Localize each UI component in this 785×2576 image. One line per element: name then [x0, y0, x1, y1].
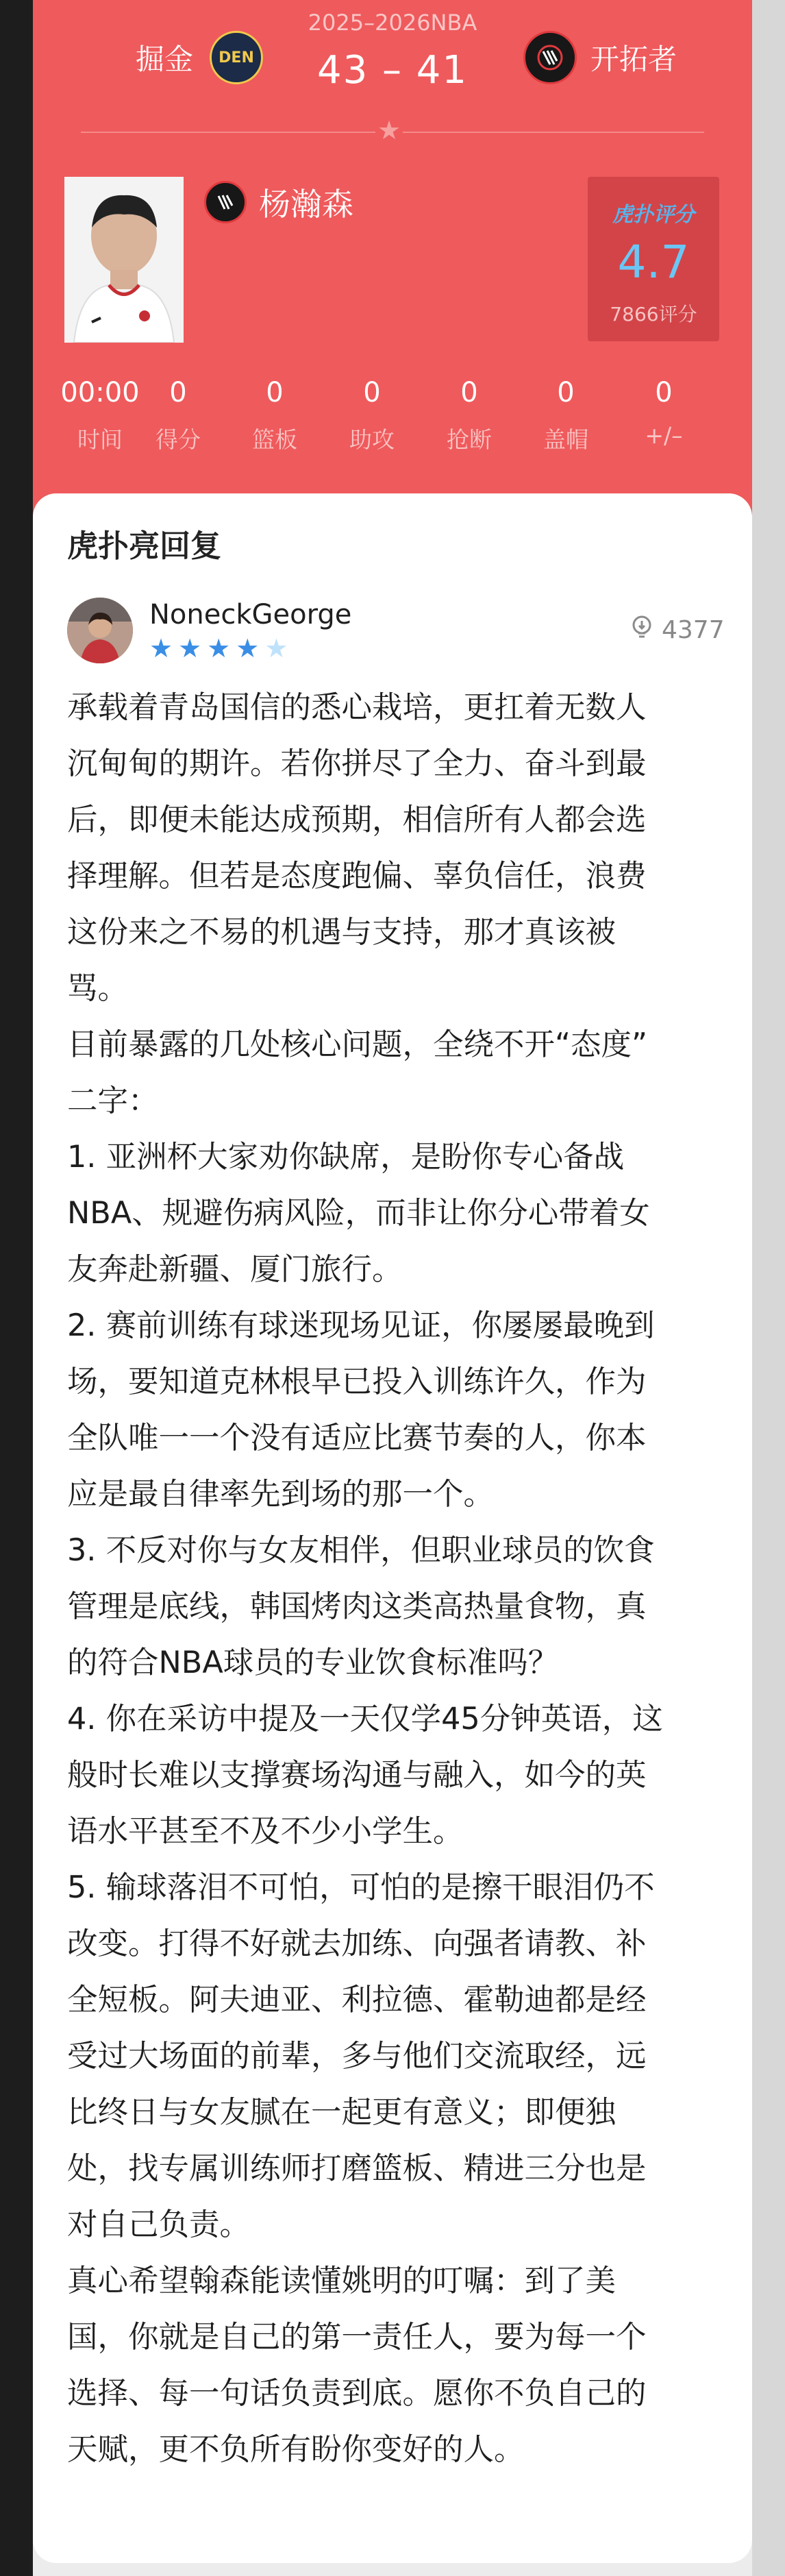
rating-value: 4.7 — [617, 236, 690, 289]
stat-label: 盖帽 — [543, 426, 588, 453]
stat-label: 篮板 — [252, 426, 297, 453]
stat-label: 得分 — [155, 426, 201, 453]
stat-value: 0 — [266, 377, 284, 408]
star-icon: ★ — [375, 116, 403, 144]
game-score: 43 – 41 — [316, 48, 469, 93]
filled-star-icon: ★ — [178, 633, 202, 663]
stat-label: 助攻 — [349, 426, 395, 453]
stat-points — [130, 377, 226, 454]
nuggets-logo-icon: DEN — [210, 31, 263, 84]
left-backdrop — [0, 0, 33, 2576]
filled-star-icon: ★ — [207, 633, 231, 663]
empty-star-icon: ★ — [264, 633, 288, 663]
home-team-name: 掘金 — [136, 42, 194, 76]
user-star-rating — [149, 635, 288, 662]
away-team-name: 开拓者 — [590, 42, 677, 76]
stat-value: 00:00 — [60, 377, 140, 408]
lightbulb-icon[interactable] — [629, 614, 655, 646]
highlight-reply-card — [33, 493, 752, 2563]
stat-value: 0 — [169, 377, 187, 408]
player-photo[interactable] — [64, 177, 184, 343]
stat-label: 抢断 — [447, 426, 492, 453]
stat-blocks — [518, 377, 614, 454]
light-counter[interactable] — [629, 614, 725, 646]
stat-steals — [421, 377, 517, 454]
rating-brand: 虎扑评分 — [612, 203, 695, 227]
stat-label: 时间 — [77, 426, 123, 453]
stat-rebounds — [227, 377, 323, 454]
filled-star-icon: ★ — [236, 633, 260, 663]
rating-count: 7866评分 — [610, 303, 697, 326]
away-team[interactable] — [523, 31, 677, 84]
filled-star-icon: ★ — [149, 633, 173, 663]
stat-label: +/– — [645, 422, 683, 449]
player-rating-card[interactable] — [588, 177, 719, 341]
stat-plus-minus — [616, 377, 712, 449]
player-heading — [204, 180, 353, 225]
stat-value: 0 — [460, 377, 478, 408]
stat-assists — [324, 377, 420, 454]
reply-section-title: 虎扑亮回复 — [67, 528, 222, 564]
comment-username[interactable]: NoneckGeorge — [149, 599, 352, 630]
team-badge-icon — [204, 181, 247, 223]
blazers-logo-icon — [523, 31, 577, 84]
stat-value: 0 — [557, 377, 575, 408]
stat-value: 0 — [363, 377, 381, 408]
player-stats — [33, 377, 752, 466]
light-count: 4377 — [662, 616, 725, 644]
stat-value: 0 — [655, 377, 673, 408]
player-name: 杨瀚森 — [259, 186, 353, 223]
comment-body: 承载着青岛国信的悉心栽培，更扛着无数人 沉甸甸的期许。若你拼尽了全力、奋斗到最 后，即便未能达成预期，相信所有人都会选 择理解。但若是态度跑偏、辜负信任，浪费 这份来之不易的机遇与支持，那才真该被 骂。 目前暴露的几处核心问题，全绕不开“态度” 二字： 1. 亚洲杯大家劝你缺席，是盼你专心备战 NBA、规避伤病风险，而非让你分心带着女 友奔赴新疆、厦门旅行。 2. 赛前训练有球迷现场见证，你屡屡最晚到 场，要知道克林根早已投入训练许久，作为 全队唯一一个没有适应比赛节奏的人，你本 应是最自律率先到场的那一个。 3. 不反对你与女友相伴，但职业球员的饮食 管理是底线，韩国烤肉这类高热量食物，真 的符合NBA球员的专业饮食标准吗？ 4. 你在采访中提及一天仅学45分钟英语，这 般时长难以支撑赛场沟通与融入，如今的英 语水平甚至不及不少小学生。 5. 输球落泪不可怕，可怕的是擦干眼泪仍不 改变。打得不好就去加练、向强者请教、补 全短板。阿夫迪亚、利拉德、霍勒迪都是经 受过大场面的前辈，多与他们交流取经，远 比终日与女友腻在一起更有意义；即便独 处，找专属训练师打磨篮板、精进三分也是 对自己负责。 真心希望翰森能读懂姚明的叮嘱：到了美 国，你就是自己的第一责任人，要为每一个 选择、每一句话负责到底。愿你不负自己的 天赋，更不负所有盼你变好的人。 — [67, 690, 663, 2467]
player-rating-header — [33, 0, 752, 521]
right-backdrop — [752, 0, 785, 2576]
avatar[interactable] — [67, 598, 133, 663]
season-label: 2025–2026NBA — [308, 10, 477, 36]
